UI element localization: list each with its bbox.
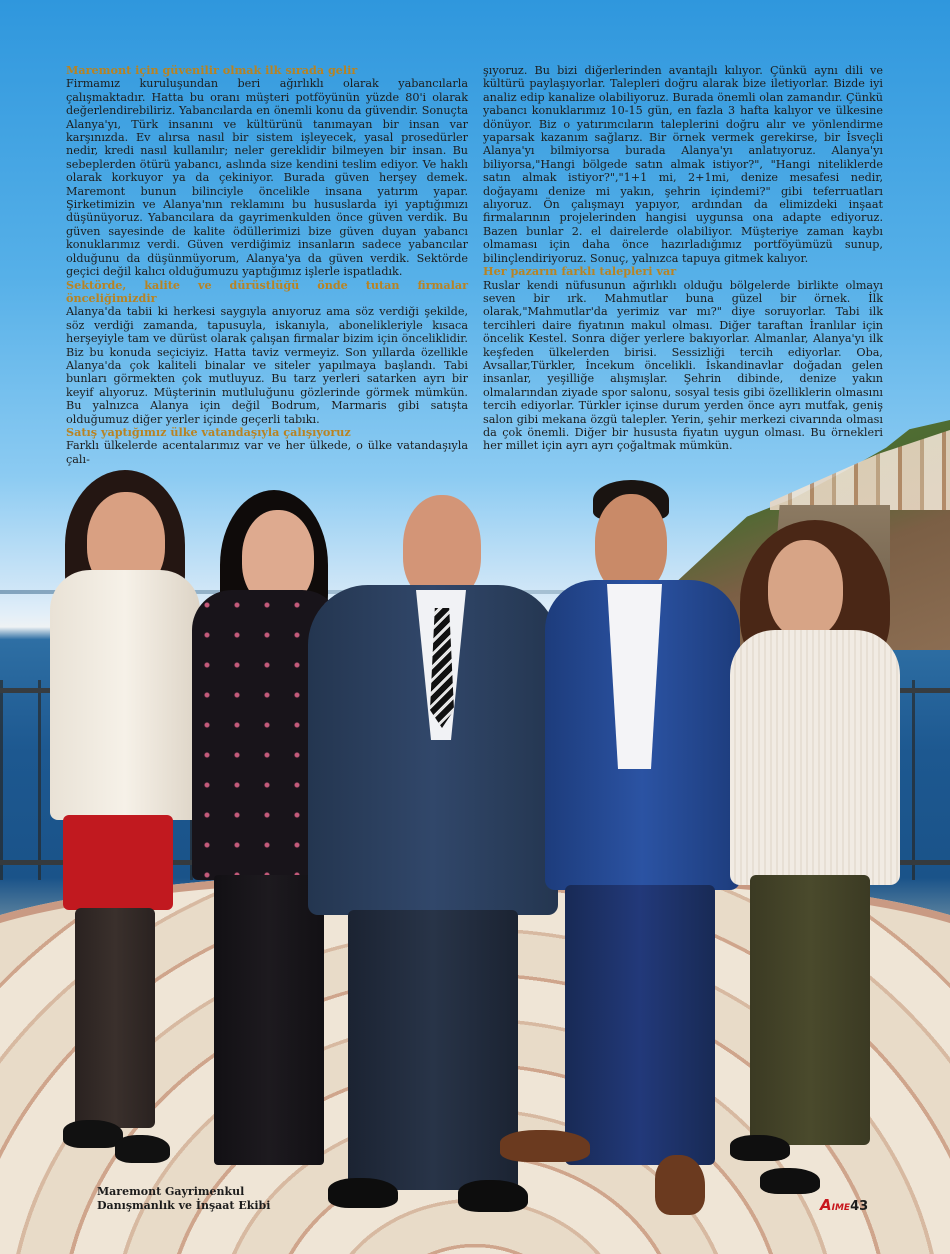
section-heading: Maremont için güvenilir olmak ilk sırada gelir [66,63,358,77]
magazine-logo-rest: IME [831,1203,851,1213]
photo-caption [97,1185,270,1213]
caption-line-team: Danışmanlık ve İnşaat Ekibi [97,1199,271,1212]
section-body: Farklı ülkelerde acentalarımız var ve her ülkede, o ülke vatandaşıyla çalı- [66,439,468,466]
person-woman-white-blouse [730,520,905,1200]
section-heading: Sektörde, kalite ve dürüstlüğü önde tutan firmalar önceliğimizdir [66,277,468,305]
section-body: Firmamız kuruluşundan beri ağırlıklı olarak yabancılarla çalışmaktadır. Hatta bu oranı müşteri potföyünün yüzde 80'i olarak değerlendirebiliriz. Yabancılarda en önemli konu da güvendir. Sonuçta Alanya'yı, Türk insanını ve kültürünü tanımayan bir insan var karşınızda. Ev alırsa nasıl bir sistem işleyecek, yasal prosedürler nedir, kredi nasıl kullanılır; neler gereklidir bilmeyen bir insan. Bu sebeplerden ötürü yabancı, aslında size kendini teslim ediyor. Ve haklı olarak korkuyor ya da çekiniyor. Burada güven herşey demek. Maremont bunun bilinciyle öncelikle insana yatırım yapar. Şirketimizin ve Alanya'nın reklamını bu hususlarda iyi yaptığımızı düşünüyoruz. Yabancılara da gayrimenkulden önce güven verdik. Bu güven sayesinde de kalite ödüllerimizi bize güven duyan yabancı konuklarımız verdi. Güven verdiğimiz insanların sadece yabancılar olduğunu da düşünmüyorum, Alanya'ya da güven verdik. Sektörde geçici değil kalıcı olduğumuzu yaptığımız işlerle ispatladık. [66,77,468,279]
section-heading: Her pazarın farklı talepleri var [483,264,677,279]
section-body: şıyoruz. Bu bizi diğerlerinden avantajlı kılıyor. Çünkü aynı dili ve kültürü paylaşıyorlar. Talepleri doğru alarak bize iletiyorlar. Bizde iyi analiz edip kanalize olabiliyoruz. Burada önemli olan zamandır. Çünkü yabancı konuklarımız 10-15 gün, en fazla 3 hafta kalıyor ve ülkesine dönüyor. Biz o yatırımcıların taleplerini doğru alır ve yönlendirme yaparsak kazanım sağlarız. Bir örnek vermek gerekirse, bir İsveçli Alanya'yı bilmiyorsa burada Alanya'yı anlatıyoruz. Alanya'yı biliyorsa,"Hangi bölgede satın almak istiyor?", "Hangi niteliklerde satın almak istiyor?","1+1 mi, 2+1mi, denize mesafesi nedir, doğayamı denize mi yakın, şehrin içindemi?" gibi teferruatları alıyoruz. Ön çalışmayı yapıyor, ardından da elimizdeki inşaat firmalarının projelerinden hangisi uygunsa ona adapte ediyoruz. Bazen bunlar 2. el dairelerde olabiliyor. Müşteriye zaman kaybı olmaması için daha önce hazırladığımız portföyümüzü sunup, bilinçlendiriyoruz. Sonuç, yalnızca tapuya gitmek kalıyor. [483,64,883,265]
section-body: Alanya'da tabii ki herkesi saygıyla anıyoruz ama söz verdiği şekilde, söz verdiği zamanda, tapusuyla, iskanıyla, abonelikleriyle kısaca herşeyiyle tam ve dürüst olarak çalışan firmalar bizim için önceliklidir. Biz bu konuda seçiciyiz. Hatta taviz vermeyiz. Son yıllarda özellikle Alanya'da çok kaliteli binalar ve siteler yapılmaya başlandı. Tabi bunları görmekten çok mutluyuz. Bu tarz yerleri satarken ayrı bir keyif alıyoruz. Müşterinin mutluluğunu gözlerinde görmek mümkün. Bu yalnızca Alanya için değil Bodrum, Marmaris gibi satışta olduğumuz diğer yerler içinde geçerli tabıkı. [66,305,468,426]
article-left-column [66,64,468,466]
magazine-logo-letter: A [820,1196,832,1214]
page-number: 43 [850,1199,869,1214]
section-body: Ruslar kendi nüfusunun ağırlıklı olduğu bölgelerde birlikte olmayı seven bir ırk. Mahmutlar buna güzel bir örnek. İlk olarak,"Mahmutlar'da yerimiz var mı?" diye soruyorlar. Tabi ilk tercihleri daire fiyatının makul olması. Diğer taraftan İranlılar için öncelik Kestel. Sonra diğer yerlere bakıyorlar. Almanlar, Alanya'yı ilk keşfeden ülkelerden birisi. Sessizliği tercih ediyorlar. Oba, Avsallar,Türkler, İncekum öncelikli. İskandinavlar doğadan gelen insanlar, yeşilliğe alışmışlar. Şehrin dibinde, denize yakın olmalarından ziyade spor salonu, sosyal tesis gibi özelliklerin olmasını tercih ediyorlar. Türkler içinse durum yerden önce ayrı mutfak, geniş salon gibi mekana özgü talepler. Yerin, şehir merkezi civarında olması da çok önemli. Diğer bir hususta fiyatın uygun olması. Bu örnekleri her millet için ayrı ayrı çoğaltmak mümkün. [483,278,883,453]
article-right-column [483,64,883,453]
person-man-blue-blazer [545,480,745,1220]
caption-line-company: Maremont Gayrimenkul [97,1185,245,1198]
section-heading: Satış yaptığımız ülke vatandaşıyla çalışıyoruz [66,424,351,439]
page-folio [820,1196,868,1214]
person-man-navy-suit [308,490,558,1220]
person-woman-cream-coat [45,470,210,1180]
